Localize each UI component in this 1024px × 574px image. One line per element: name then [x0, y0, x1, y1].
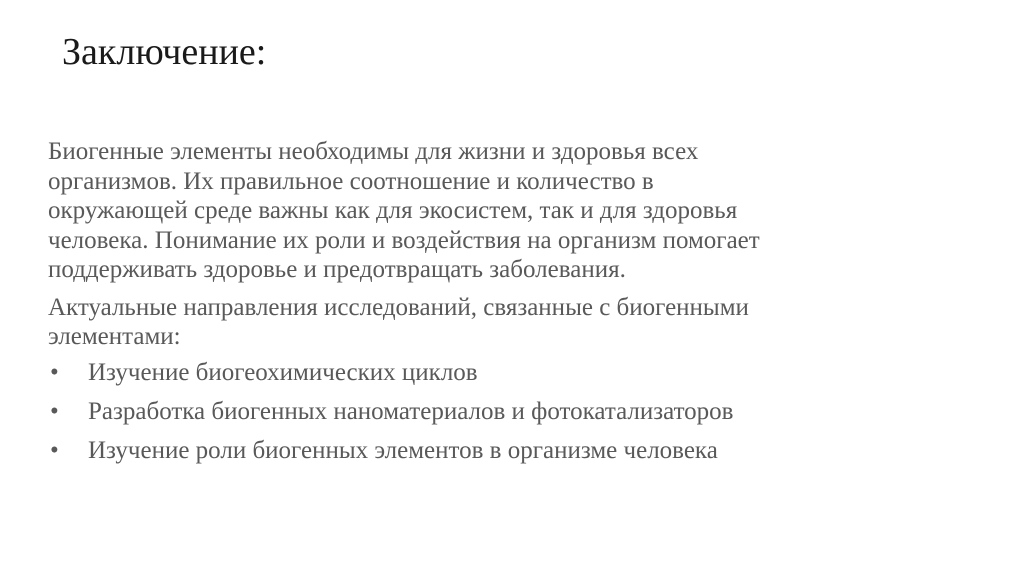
- paragraph-line: человека. Понимание их роли и воздействия на организм помогает: [48, 226, 760, 254]
- list-item: [48, 397, 978, 427]
- slide-title: Заключение:: [62, 31, 267, 73]
- list-item: [48, 436, 978, 466]
- research-intro-paragraph: [48, 293, 978, 352]
- research-directions-list: [48, 358, 978, 466]
- list-item-text: Разработка биогенных наноматериалов и фотокатализаторов: [88, 397, 734, 425]
- list-item-text: Изучение роли биогенных элементов в организме человека: [88, 436, 718, 464]
- list-item-text: Изучение биогеохимических циклов: [88, 358, 478, 386]
- bullet-icon: •: [50, 436, 59, 464]
- paragraph-line: организмов. Их правильное соотношение и количество в: [48, 167, 654, 195]
- paragraph-line: Биогенные элементы необходимы для жизни и здоровья всех: [48, 138, 699, 165]
- slide-content: [48, 137, 978, 465]
- bullet-icon: •: [50, 397, 59, 425]
- conclusion-paragraph: [48, 137, 978, 285]
- bullet-icon: •: [50, 358, 59, 386]
- paragraph-line: поддерживать здоровье и предотвращать заболевания.: [48, 256, 626, 283]
- paragraph-line: окружающей среде важны как для экосистем, так и для здоровья: [48, 197, 738, 224]
- list-item: [48, 358, 978, 388]
- paragraph-line: элементами:: [48, 323, 181, 350]
- paragraph-line: Актуальные направления исследований, связанные с биогенными: [48, 293, 749, 321]
